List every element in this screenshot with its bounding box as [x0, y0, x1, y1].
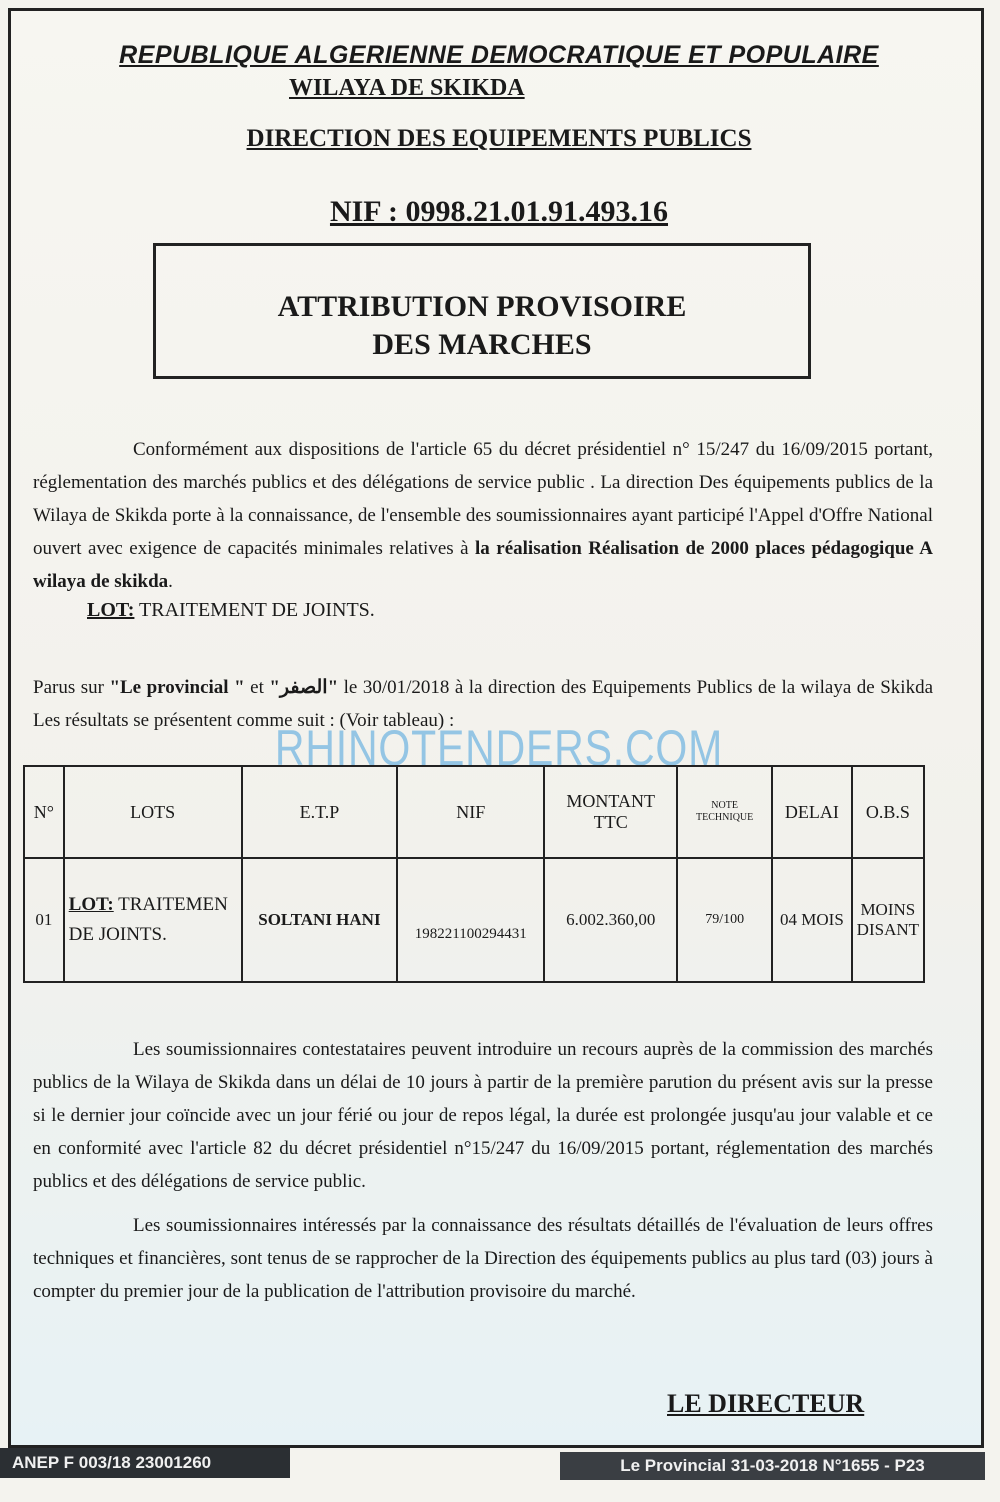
- notice-page: [8, 8, 984, 1448]
- notice-title-line1: ATTRIBUTION PROVISOIRE: [277, 290, 687, 323]
- table-header-row: [24, 766, 924, 858]
- table-row: [24, 858, 924, 982]
- lot-value: TRAITEMENT DE JOINTS.: [134, 599, 375, 621]
- col-montant: MONTANT TTC: [544, 766, 677, 858]
- recours-paragraph: [33, 1033, 933, 1198]
- cell-lot-value: TRAITEMEN DE JOINTS.: [68, 894, 228, 945]
- cell-etp: SOLTANI HANI: [242, 858, 398, 982]
- recours-text: Les soumissionnaires contestataires peuvent introduire un recours auprès de la commission des marchés publics de la Wilaya de Skikda dans un délai de 10 jours à partir de la première parution du présent avis sur la presse si le dernier jour coïncide avec un jour férié ou jour de repos légal, la durée est prolongée jusqu'au jour valable et ce en conformité avec l'article 82 du décret présidentiel n°15/247 du 16/09/2015 portant, réglementation des marchés publics et des délégations de service public.: [33, 1039, 933, 1192]
- nif-header: NIF : 0998.21.01.91.493.16: [329, 195, 669, 228]
- evaluation-text: Les soumissionnaires intéressés par la connaissance des résultats détaillés de l'évaluation de leurs offres techniques et financières, sont tenus de se rapprocher de la Direction des équipements publics au plus tard (03) jours à compter du premier jour de la publication de l'attribution provisoire du marché.: [33, 1215, 933, 1302]
- col-n: N°: [24, 766, 64, 858]
- watermark: RHINOTENDERS.COM: [274, 720, 724, 776]
- intro-bold-text: la réalisation Réalisation de 2000 places pédagogique A wilaya de skikda: [33, 538, 933, 592]
- intro-text: Conformément aux dispositions de l'article 65 du décret présidentiel n° 15/247 du 16/09/2015 portant, réglementation des marchés publics et des délégations de service public . La direction Des équipements publics de la Wilaya de Skikda porte à la connaissance, de l'ensemble des soumissionnaires ayant participé l'Appel d'Offre National ouvert avec exigence de capacités minimales relatives à: [33, 439, 933, 559]
- director-signature: LE DIRECTEUR: [667, 1389, 865, 1418]
- col-etp: E.T.P: [242, 766, 398, 858]
- col-note: NOTE TECHNIQUE: [677, 766, 772, 858]
- publication-text-a: Parus sur: [33, 677, 110, 698]
- republic-header: REPUBLIQUE ALGERIENNE DEMOCRATIQUE ET POPULAIRE: [119, 41, 879, 69]
- col-delai: DELAI: [772, 766, 852, 858]
- evaluation-paragraph: [33, 1209, 933, 1308]
- results-table: [23, 765, 925, 983]
- notice-title-box: [153, 243, 811, 379]
- publication-text-b: le 30/01/2018 à la direction des Equipements Publics de la wilaya de Skikda Les résultats se présentent comme suit : (Voir tableau) :: [33, 677, 933, 731]
- col-nif: NIF: [397, 766, 544, 858]
- anep-reference: ANEP F 003/18 23001260: [0, 1448, 290, 1478]
- cell-n: 01: [24, 858, 64, 982]
- lot-line: [87, 599, 375, 622]
- newspaper-1: "Le provincial ": [109, 677, 245, 698]
- cell-note: 79/100: [677, 858, 772, 982]
- cell-obs: MOINS DISANT: [852, 858, 924, 982]
- cell-lot-label: LOT:: [68, 894, 114, 915]
- cell-nif: 198221100294431: [397, 858, 544, 982]
- newspaper-reference: Le Provincial 31-03-2018 N°1655 - P23: [560, 1452, 985, 1480]
- intro-paragraph: [33, 433, 933, 598]
- notice-title-line2: DES MARCHES: [372, 328, 592, 361]
- cell-lot: [64, 858, 242, 982]
- cell-montant: 6.002.360,00: [544, 858, 677, 982]
- col-lots: LOTS: [64, 766, 242, 858]
- direction-header: DIRECTION DES EQUIPEMENTS PUBLICS: [246, 125, 752, 152]
- publication-mid: et: [244, 677, 270, 698]
- lot-label: LOT:: [87, 599, 135, 621]
- cell-delai: 04 MOIS: [772, 858, 852, 982]
- newspaper-2: "الصفر": [269, 677, 339, 698]
- wilaya-header: WILAYA DE SKIKDA: [289, 75, 525, 101]
- col-obs: O.B.S: [852, 766, 924, 858]
- intro-end: .: [168, 571, 173, 592]
